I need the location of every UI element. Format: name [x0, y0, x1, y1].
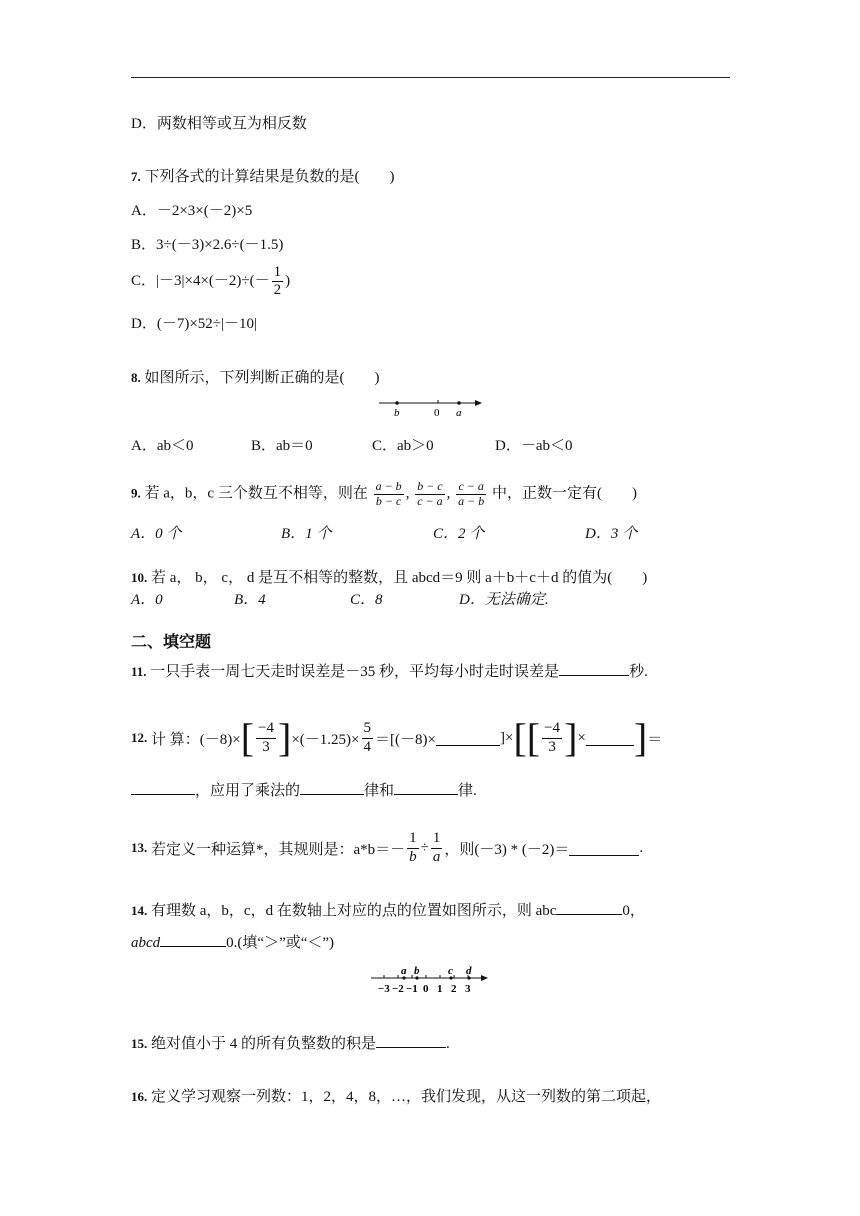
q7-option-b: B．3÷(－3)×2.6÷(－1.5) [131, 237, 284, 253]
q8-option-b: B．ab＝0 [251, 438, 313, 454]
q11-text-post: 秒. [629, 664, 648, 680]
q12-bracket-right: ] [278, 715, 292, 760]
q11-stem [131, 660, 648, 681]
q14-tick-label-2: −1 [406, 983, 418, 995]
q7-text: 下列各式的计算结果是负数的是( ) [144, 169, 395, 185]
q12-neg43-den: 3 [262, 738, 270, 755]
q13-f2-den: a [432, 848, 441, 865]
q9-stem-pre: 若 a，b，c 三个数互不相等，则在 [144, 485, 368, 502]
q14-label-b: b [414, 965, 420, 977]
q13-text-post: . [639, 839, 644, 856]
q14-tick-label-6: 3 [465, 983, 471, 995]
q9-option-a: A．0 个 [131, 526, 182, 542]
q8-label-zero: 0 [434, 407, 440, 419]
q14-axis-arrow [481, 975, 488, 981]
q9-f1-bot: b − c [375, 493, 402, 508]
q14-label-d: d [466, 965, 472, 977]
q13-stem [131, 828, 643, 868]
q10-option-c: C．8 [350, 592, 383, 608]
q12-expression [131, 710, 662, 766]
q6-option-d: D．两数相等或互为相反数 [131, 116, 307, 132]
q8-axis-arrow [475, 400, 482, 406]
q8-stem [131, 366, 380, 387]
q8-number-line [376, 395, 486, 419]
q8-label-a: a [456, 407, 462, 419]
q12-blank-4[interactable] [300, 780, 364, 795]
q13-frac-1b [407, 830, 419, 866]
q12-label: 计 算： [151, 731, 200, 748]
q10-stem [131, 566, 647, 587]
q8-point-a [457, 401, 461, 405]
q7-frac-num: 1 [272, 264, 284, 282]
q12-part4: ]× [499, 729, 514, 746]
q12-frac-neg43 [256, 720, 276, 756]
q9-stem-post: 中，正数一定有( ) [491, 485, 637, 502]
q12-blank-2[interactable] [586, 731, 634, 746]
q12-number: 12. [131, 730, 148, 745]
q7-option-c-post: ) [285, 273, 291, 290]
q8-text: 如图所示，下列判断正确的是( ) [144, 370, 380, 386]
q13-f2-num: 1 [431, 830, 443, 848]
q12-part2: ×(－1.25)× [291, 731, 360, 748]
q10-text: 若 a， b， c， d 是互不相等的整数，且 abcd＝9 则 a＋b＋c＋d 的值为( ) [151, 570, 648, 586]
q15-stem [131, 1032, 450, 1053]
q8-option-a: A．ab＜0 [131, 438, 194, 454]
q9-option-c: C．2 个 [433, 526, 485, 542]
q12-blank-3[interactable] [131, 780, 195, 795]
q13-text-pre: 若定义一种运算*，其规则是：a*b＝－ [151, 841, 406, 858]
q14-number-line [368, 962, 492, 998]
q12-line2-lv2: 律. [458, 783, 477, 799]
q9-option-b: B．1 个 [281, 526, 332, 542]
q8-label-b: b [394, 407, 400, 419]
q14-tick-label-0: −3 [378, 983, 390, 995]
q12-frac-neg43-2 [542, 720, 562, 756]
q7-option-d: D．(－7)×52÷|－10| [131, 316, 258, 332]
q9-fraction-2 [415, 480, 444, 509]
q12-equals: ＝ [647, 731, 663, 748]
q12-inner-right: ] [564, 715, 578, 760]
q11-text-pre: 一只手表一周七天走时误差是－35 秒，平均每小时走时误差是 [150, 664, 560, 680]
q13-answer-blank[interactable] [569, 841, 639, 856]
q14-tick-label-3: 0 [423, 983, 429, 995]
q9-f3-top: c − a [456, 480, 486, 495]
q9-option-d: D．3 个 [585, 526, 638, 542]
q13-frac-1a [431, 830, 443, 866]
q12-f54-den: 4 [363, 738, 372, 755]
q14-label-c: c [448, 965, 453, 977]
q13-number: 13. [131, 840, 148, 855]
q8-point-b [395, 401, 399, 405]
q13-text-mid: ，则(－3) * (－2)＝ [444, 841, 570, 858]
q12-line2-lv1: 律和 [364, 783, 395, 799]
q7-option-c-fraction [272, 264, 284, 300]
q14-number: 14. [131, 903, 148, 918]
q7-option-a: A．－2×3×(－2)×5 [131, 203, 253, 219]
q9-number: 9. [131, 485, 141, 501]
q12-blank-1[interactable] [436, 731, 500, 746]
q9-f2-bot: c − a [417, 493, 443, 508]
q16-text: 定义学习观察一列数：1，2，4，8，…，我们发现，从这一列数的第二项起， [151, 1089, 662, 1105]
q11-number: 11. [131, 664, 147, 679]
q12-neg43-den-2: 3 [548, 738, 556, 755]
q7-number: 7. [131, 169, 141, 184]
q14-tick-label-4: 1 [437, 983, 443, 995]
q10-option-b: B．4 [234, 592, 266, 608]
q7-option-c-pre: C．|－3|×4×(－2)÷(－ [131, 273, 270, 290]
q12-line2-mid: ，应用了乘法的 [195, 783, 301, 799]
q14-tick-label-1: −2 [392, 983, 404, 995]
q9-stem: 9. 若 a，b，c 三个数互不相等，则在 $\frac{a - b}{b - c}$ , $\frac{b - c}{c - a}$ , $\frac{c - a}{a - b}$ 中，正数一定有( ) [131, 479, 637, 508]
q14-line1 [131, 899, 645, 920]
q8-option-c: C．ab＞0 [372, 438, 434, 454]
q12-outer-right: ] [633, 715, 648, 760]
q9-fraction-1 [374, 480, 404, 509]
q9-f1-top: a − b [375, 479, 402, 493]
q15-text-pre: 绝对值小于 4 的所有负整数的积是 [151, 1036, 377, 1052]
q16-number: 16. [131, 1089, 148, 1104]
q9-f2-top: b − c [417, 479, 443, 493]
q9-fraction-3 [456, 480, 486, 509]
q16-stem [131, 1085, 661, 1106]
q12-bracket-left: [ [240, 715, 255, 760]
q14-blank-2[interactable] [160, 932, 226, 947]
q14-line2-post: 0.(填“＞”或“＜”) [226, 935, 335, 951]
q14-line1-pre: 有理数 a，b，c，d 在数轴上对应的点的位置如图所示，则 abc [151, 903, 557, 919]
q9-f3-bot: a − b [458, 493, 485, 508]
q8-number: 8. [131, 370, 141, 385]
q14-tick-label-5: 2 [451, 983, 457, 995]
q7-frac-den: 2 [273, 282, 282, 299]
q14-blank-1[interactable] [556, 900, 622, 915]
q12-f54-num: 5 [362, 720, 374, 738]
q8-option-d: D．－ab＜0 [495, 438, 573, 454]
header-rule [131, 77, 730, 78]
q7-option-c [131, 264, 290, 300]
q12-part1: (－8)× [199, 731, 241, 748]
q12-inner-left: [ [526, 715, 541, 760]
q12-outer-left: [ [513, 715, 527, 760]
q14-line2 [131, 931, 334, 952]
q13-divide: ÷ [420, 839, 429, 856]
q12-part5: × [577, 729, 586, 746]
q14-line1-post: 0， [622, 903, 645, 919]
q13-f1-num: 1 [407, 830, 419, 848]
q14-line2-pre: abcd [131, 935, 161, 951]
q7-stem [131, 165, 395, 186]
q12-neg43-num: −4 [256, 720, 276, 738]
q12-part3: ＝[(－8)× [375, 731, 436, 748]
q12-blank-5[interactable] [394, 780, 458, 795]
q11-answer-blank[interactable] [559, 661, 629, 676]
q10-option-a: A．0 [131, 592, 163, 608]
q15-answer-blank[interactable] [376, 1033, 446, 1048]
q15-number: 15. [131, 1036, 148, 1051]
q12-frac-54 [362, 720, 374, 756]
q14-label-a: a [401, 965, 407, 977]
q10-option-d: D．无法确定. [459, 592, 549, 608]
section-title-fill-in: 二、填空题 [131, 634, 212, 651]
q15-text-post: . [446, 1036, 450, 1052]
q12-line2 [131, 779, 477, 800]
q12-neg43-num-2: −4 [542, 720, 562, 738]
q10-number: 10. [131, 570, 148, 585]
q13-f1-den: b [409, 848, 417, 865]
